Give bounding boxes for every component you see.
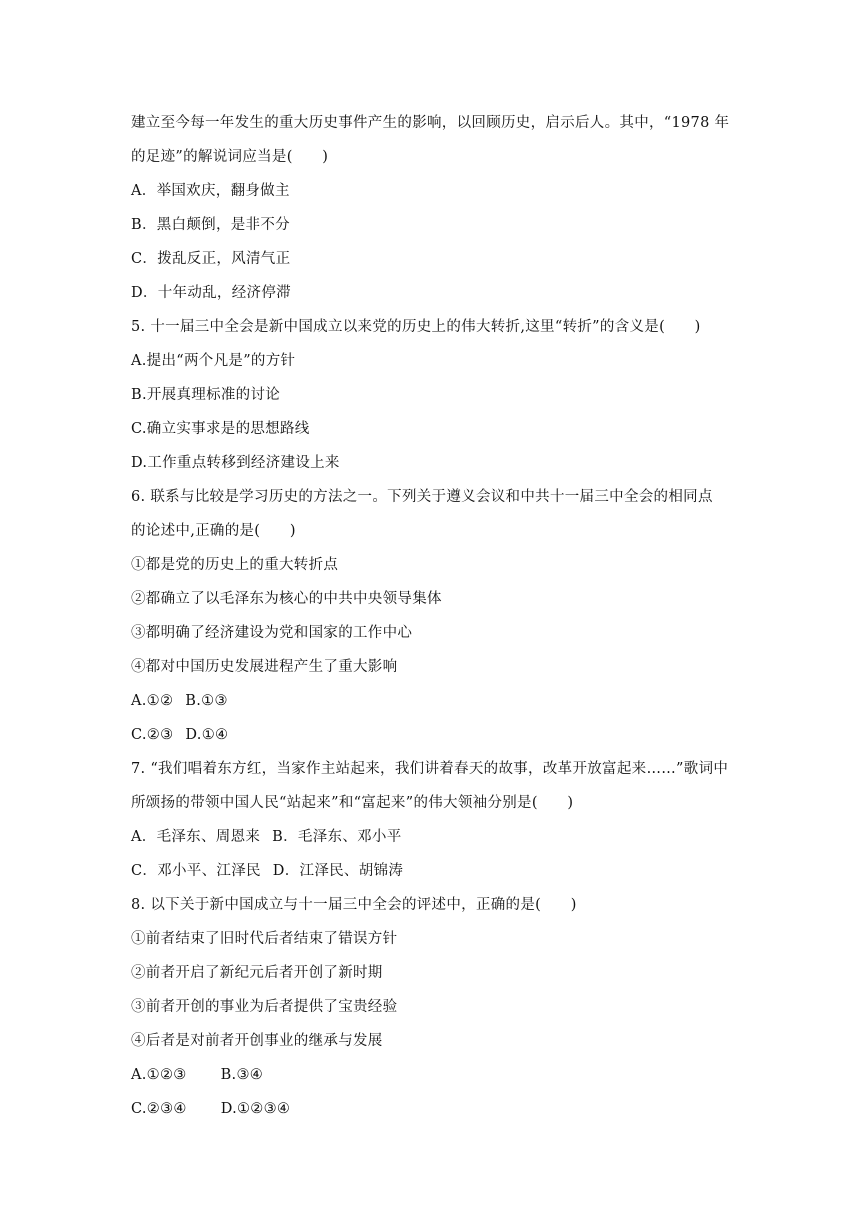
question-7-options-row-2 [131, 854, 731, 888]
question-7-option-b: B．毛泽东、邓小平 [272, 829, 402, 845]
question-6-option-d: D.①④ [185, 727, 229, 743]
question-8-stem: 8. 以下关于新中国成立与十一届三中全会的评述中，正确的是( ) [131, 897, 577, 913]
question-5-option-c: C.确立实事求是的思想路线 [131, 421, 310, 437]
question-6-options-row-2 [131, 718, 731, 752]
question-5-option-b: B.开展真理标准的讨论 [131, 387, 281, 403]
question-5-option-d: D.工作重点转移到经济建设上来 [131, 455, 340, 471]
question-4-option-c: C．拨乱反正，风清气正 [131, 251, 291, 267]
question-6-statement-4: ④都对中国历史发展进程产生了重大影响 [131, 659, 398, 675]
question-8-option-a: A.①②③ [131, 1067, 187, 1083]
question-7-options-row-1 [131, 820, 731, 854]
question-8-statement-2: ②前者开启了新纪元后者开创了新时期 [131, 965, 383, 981]
question-7 [131, 752, 731, 888]
question-4-stem-line-2: 的足迹”的解说词应当是( ) [131, 149, 329, 165]
question-8 [131, 888, 731, 1126]
question-8-statement-1: ①前者结束了旧时代后者结束了错误方针 [131, 931, 398, 947]
question-8-statement-4: ④后者是对前者开创事业的继承与发展 [131, 1033, 383, 1049]
question-6-statement-3: ③都明确了经济建设为党和国家的工作中心 [131, 625, 413, 641]
question-8-statement-3: ③前者开创的事业为后者提供了宝贵经验 [131, 999, 398, 1015]
question-4-stem-line-1: 建立至今每一年发生的重大历史事件产生的影响，以回顾历史，启示后人。其中，“1978 年 [131, 115, 730, 131]
question-8-option-c: C.②③④ [131, 1101, 187, 1117]
question-6-stem-line-2: 的论述中,正确的是( ) [131, 523, 296, 539]
question-6-option-a: A.①② [131, 693, 174, 709]
exam-page [131, 106, 731, 1126]
question-8-options-row-1 [131, 1058, 731, 1092]
question-5-stem: 5. 十一届三中全会是新中国成立以来党的历史上的伟大转折,这里“转折”的含义是( ) [131, 319, 701, 335]
question-5 [131, 310, 731, 480]
question-8-options-row-2 [131, 1092, 731, 1126]
question-4 [131, 106, 731, 310]
question-7-stem-line-1: 7. “我们唱着东方红，当家作主站起来，我们讲着春天的故事，改革开放富起来……”歌词中 [131, 761, 729, 777]
question-7-option-a: A．毛泽东、周恩来 [131, 829, 261, 845]
question-6-stem-line-1: 6. 联系与比较是学习历史的方法之一。下列关于遵义会议和中共十一届三中全会的相同点 [131, 489, 713, 505]
question-6 [131, 480, 731, 752]
question-7-option-d: D．江泽民、胡锦涛 [272, 863, 404, 879]
question-6-statement-1: ①都是党的历史上的重大转折点 [131, 557, 339, 573]
question-8-option-d: D.①②③④ [220, 1101, 291, 1117]
question-8-option-b: B.③④ [220, 1067, 264, 1083]
question-5-option-a: A.提出“两个凡是”的方针 [131, 353, 296, 369]
question-6-option-b: B.①③ [185, 693, 228, 709]
question-6-options-row-1 [131, 684, 731, 718]
question-4-option-b: B．黑白颠倒，是非不分 [131, 217, 290, 233]
question-6-option-c: C.②③ [131, 727, 174, 743]
question-4-option-d: D．十年动乱，经济停滞 [131, 285, 291, 301]
question-7-option-c: C．邓小平、江泽民 [131, 863, 261, 879]
question-7-stem-line-2: 所颂扬的带领中国人民“站起来”和“富起来”的伟大领袖分别是( ) [131, 795, 574, 811]
question-4-option-a: A．举国欢庆，翻身做主 [131, 183, 290, 199]
question-6-statement-2: ②都确立了以毛泽东为核心的中共中央领导集体 [131, 591, 442, 607]
